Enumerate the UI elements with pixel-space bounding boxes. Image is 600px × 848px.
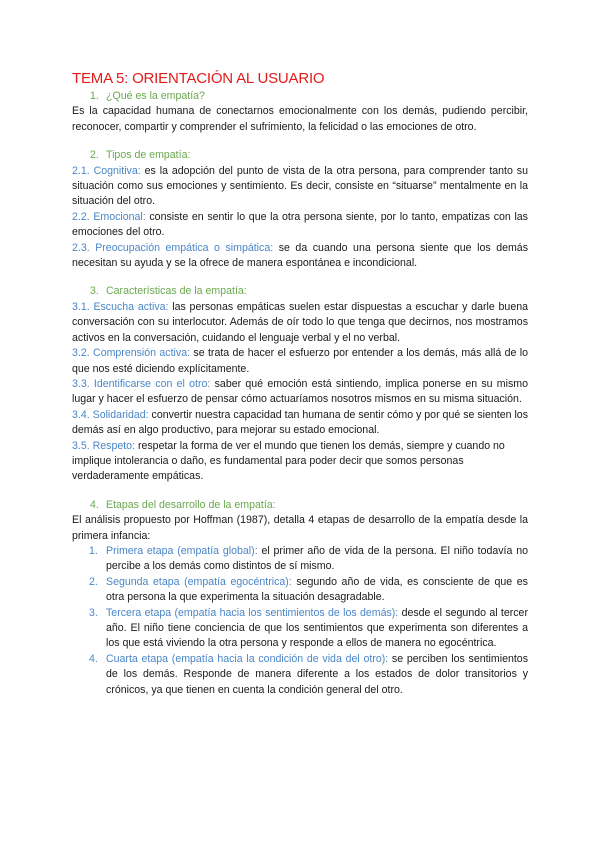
section-3-number: 3. [90,285,99,298]
trait-comprension [72,346,528,377]
type-label: 2.2. Emocional: [72,210,146,223]
stage-text: desde el segundo al tercer año. El niño tiene conciencia de que los sentimientos que experimenta son diferentes a los que está viviendo la otra persona y responde a ellos de manera no egocéntrica. [106,606,528,650]
stage-label: Cuarta etapa (empatía hacia la condición de vida del otro): [106,652,389,665]
section-1-heading-text: ¿Qué es la empatía? [106,90,205,102]
trait-label: 3.1. Escucha activa: [72,300,169,313]
stage-number: 2. [89,575,98,588]
stages-list [72,544,528,698]
section-4-heading [72,498,528,513]
section-4-number: 4. [90,498,99,511]
trait-text: respetar la forma de ver el mundo que tienen los demás, siempre y cuando no implique intolerancia o daño, es fundamental para poder decir que somos personas verdaderamente empáticas. [72,439,505,483]
type-label: 2.1. Cognitiva: [72,164,141,177]
trait-label: 3.4. Solidaridad: [72,408,149,421]
list-item [72,575,528,606]
type-text: se da cuando una persona siente que los demás necesitan su ayuda y se la ofrece de manera espontánea e incondicional. [72,241,528,270]
list-item [72,606,528,652]
section-2-number: 2. [90,149,99,162]
list-item [72,544,528,575]
stage-number: 4. [89,652,98,665]
trait-solidaridad [72,408,528,439]
stage-text: el primer año de vida de la persona. El niño todavía no percibe a los demás como distintos de sí mismo. [106,544,528,573]
type-text: consiste en sentir lo que la otra persona siente, por lo tanto, empatizas con las emociones del otro. [72,210,528,239]
stage-text: se perciben los sentimientos de los demás. Responde de manera diferente a los estados de dolor transitorios y crónicos, ya que tienen en cuenta la condición general del otro. [106,652,528,696]
type-emocional [72,210,528,241]
trait-label: 3.3. Identificarse con el otro: [72,377,211,390]
list-item [72,652,528,698]
type-preocupacion [72,241,528,272]
trait-text: las personas empáticas suelen estar dispuestas a escuchar y darle buena conversación con su interlocutor. Además de oír todo lo que tenga que decirnos, nos mostramos activos en la conversación, cuidando el lenguaje verbal y el no verbal. [72,300,528,344]
section-1-number: 1. [90,90,99,102]
trait-escucha [72,300,528,346]
stage-label: Primera etapa (empatía global): [106,544,258,557]
type-cognitiva [72,164,528,210]
section-2-heading [72,148,528,163]
type-text: es la adopción del punto de vista de la otra persona, para comprender tanto su situación como sus emociones y sentimiento. Es decir, consiste en “situarse” mentalmente en la situación del otro. [72,164,528,208]
trait-label: 3.2. Comprensión activa: [72,347,191,360]
trait-text: convertir nuestra capacidad tan humana de sentir cómo y por qué se sienten los demás así en algo productivo, para mejorar su estado emocional. [72,408,528,437]
stage-number: 3. [89,606,98,619]
trait-text: se trata de hacer el esfuerzo por entender a los demás, más allá de lo que nos esté diciendo explícitamente. [72,347,528,375]
trait-identificarse [72,377,528,408]
trait-text: saber qué emoción está sintiendo, implica ponerse en su mismo lugar y hacer el esfuerzo de pensar cómo actuaríamos nosotros mismos en su misma situación. [72,377,529,406]
section-3-heading [72,284,528,299]
section-1-heading [72,89,528,104]
type-label: 2.3. Preocupación empática o simpática: [72,241,274,254]
section-4-heading-text: Etapas del desarrollo de la empatía: [106,498,276,511]
section-4-intro: El análisis propuesto por Hoffman (1987), detalla 4 etapas de desarrollo de la empatía desde la primera infancia: [72,514,528,542]
stage-label: Segunda etapa (empatía egocéntrica): [106,575,292,588]
section-3-heading-text: Características de la empatía: [106,285,247,298]
stage-label: Tercera etapa (empatía hacia los sentimientos de los demás): [106,606,399,619]
section-1-paragraph: Es la capacidad humana de conectarnos emocionalmente con los demás, pudiendo percibir, reconocer, compartir y comprender el sufrimiento, la felicidad o las emociones de otro. [72,105,528,133]
section-2-heading-text: Tipos de empatía: [106,149,191,162]
stage-text: segundo año de vida, es consciente de que es otra persona la que experimenta la situación desagradable. [106,575,528,604]
trait-label: 3.5. Respeto: [72,439,136,452]
stage-number: 1. [89,544,98,557]
document-title: TEMA 5: ORIENTACIÓN AL USUARIO [72,70,325,87]
trait-respeto [72,439,528,485]
